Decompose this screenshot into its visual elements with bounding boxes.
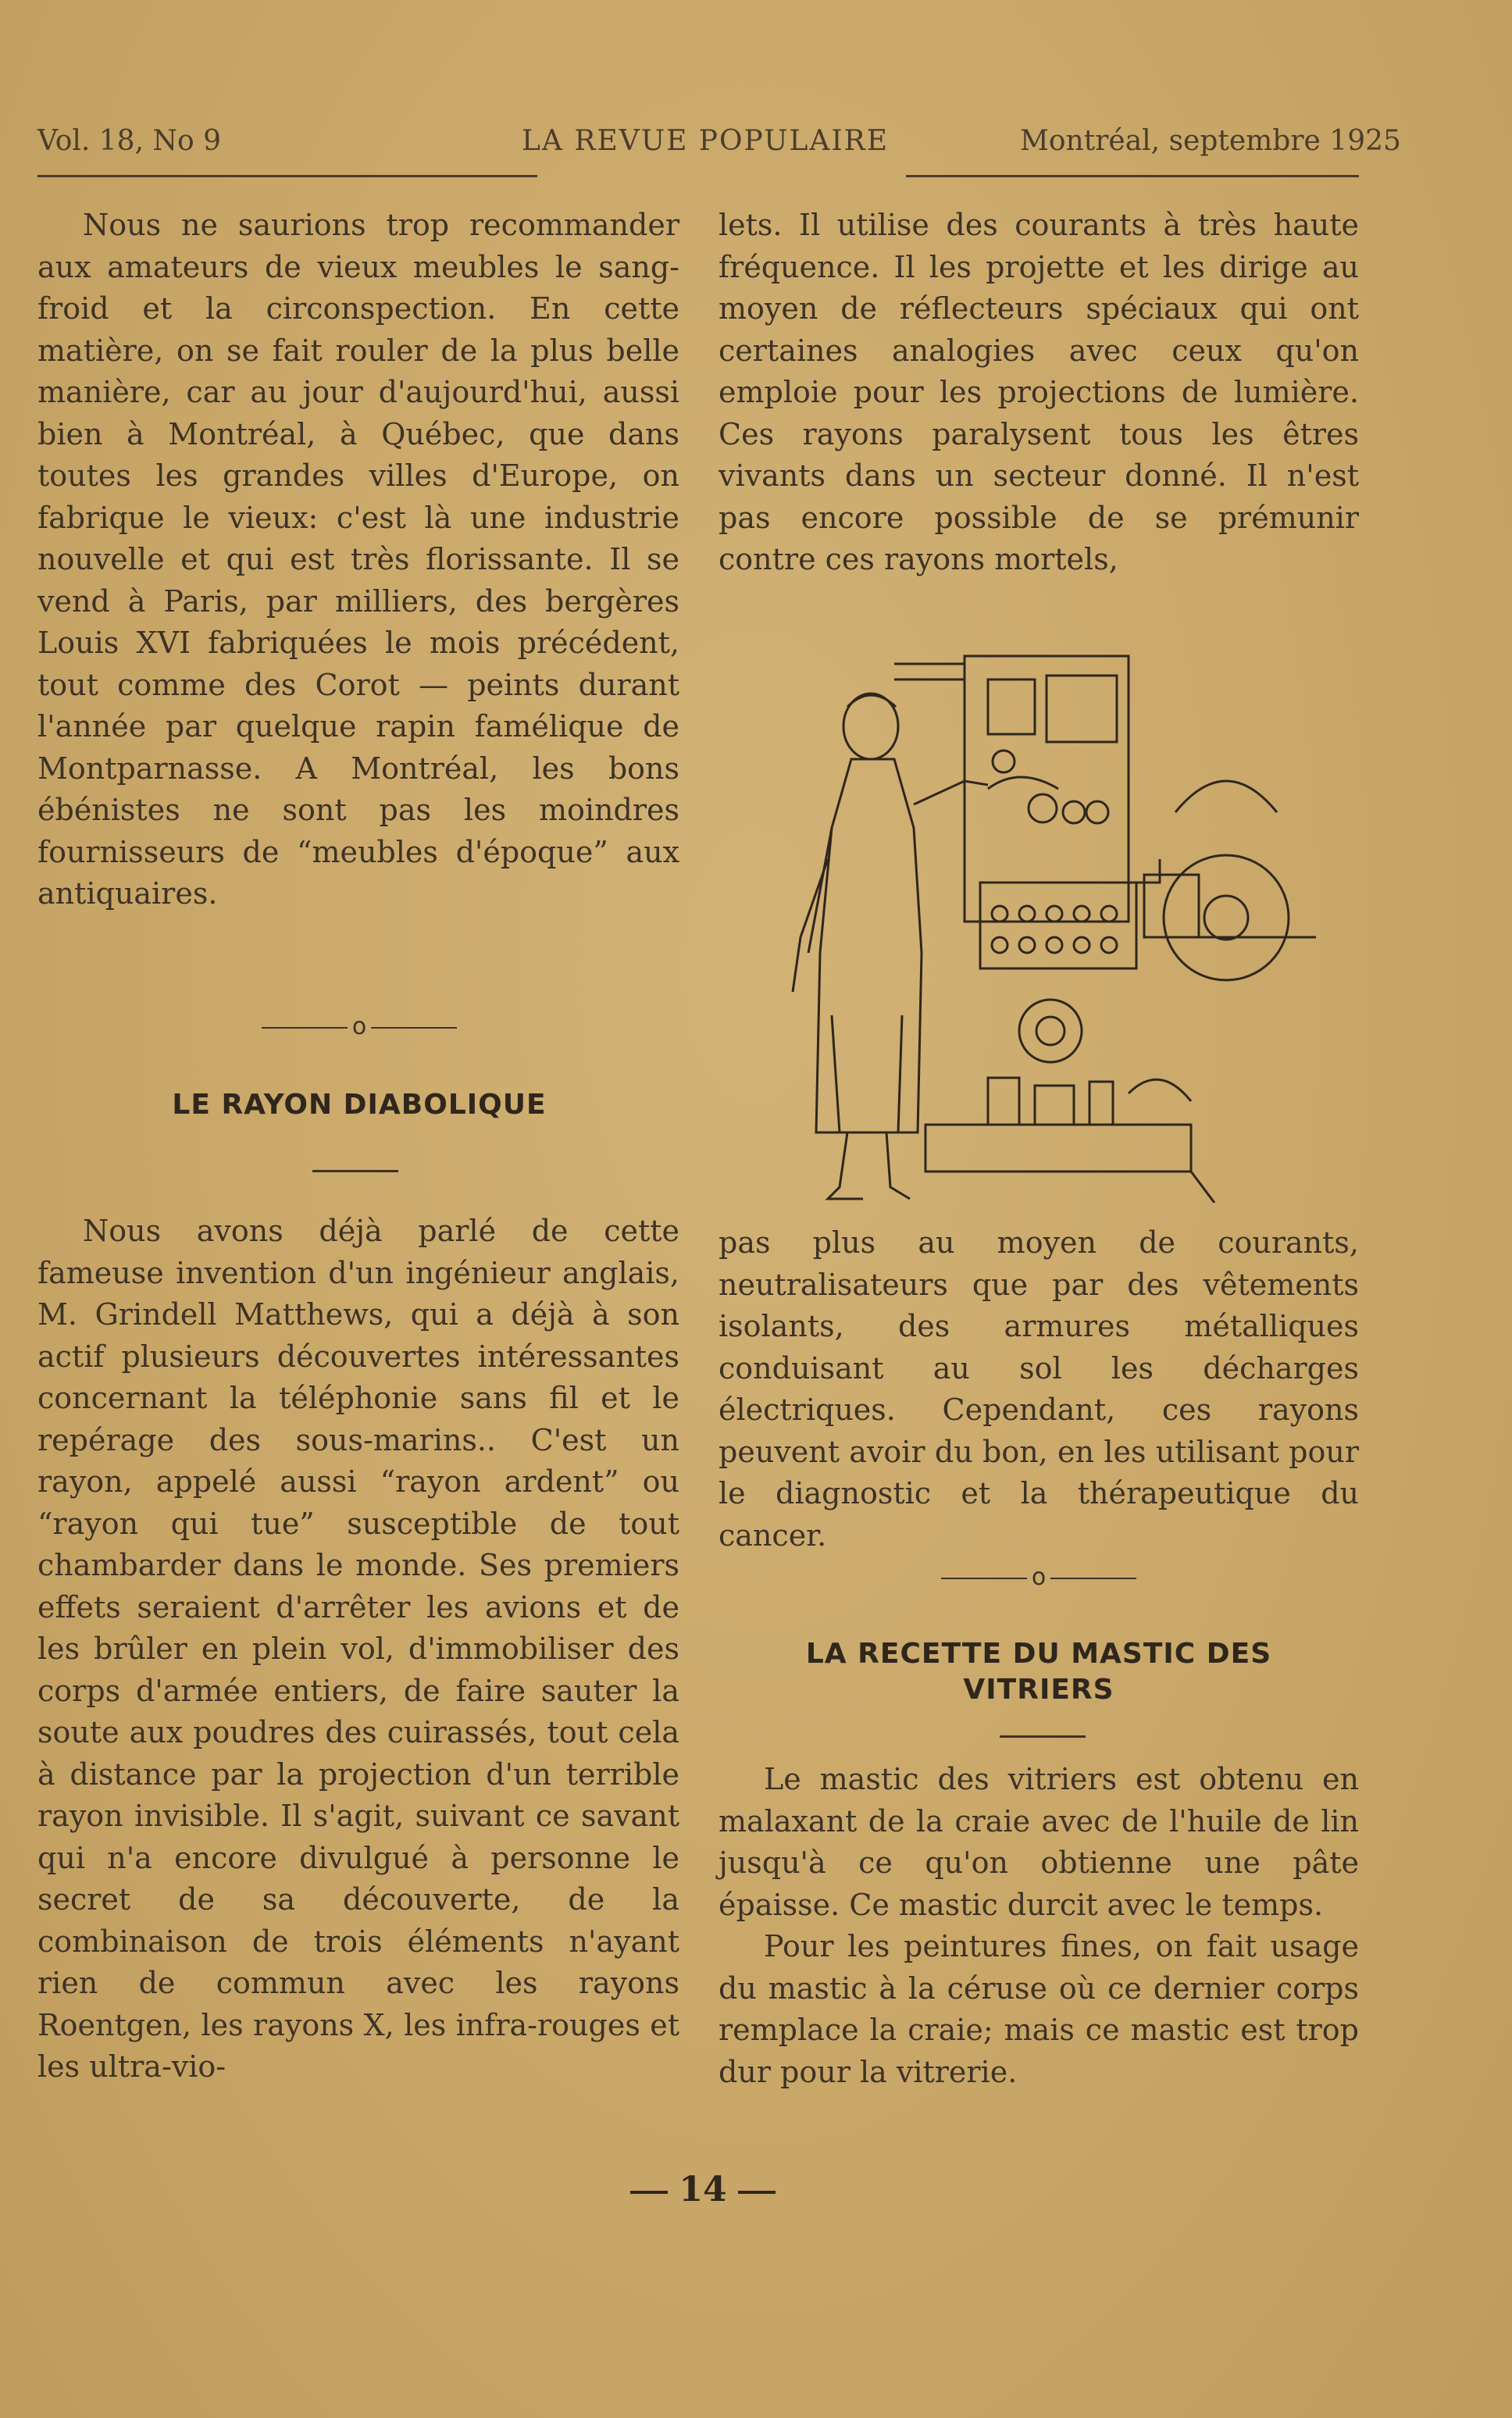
mastic-paragraph-1: Le mastic des vitriers est obtenu en malaxant de la craie avec de l'huile de lin jusqu'à ce qu'on obtienne une pâte épaisse. Ce mastic durcit avec le temps.	[719, 1762, 1359, 1922]
rayon-article-left	[37, 1211, 679, 2088]
page-number: 14	[609, 2170, 797, 2209]
rayon-paragraph-1: Nous avons déjà parlé de cette fameuse invention d'un ingénieur anglais, M. Grindell Matthews, qui a déjà à son actif plusieurs découvertes intéressantes concernant la téléphonie sans fil et le repérage des sous-marins.. C'est un rayon, appelé aussi “rayon ardent” ou “rayon qui tue” susceptible de tout chambarder dans le monde. Ses premiers effets seraient d'arrêter les avions et de les brûler en plein vol, d'immobiliser des corps d'armée entiers, de faire sauter la soute aux poudres des cuirassés, tout cela à distance par la projection d'un terrible rayon invisible. Il s'agit, suivant ce savant qui n'a encore divulgué à personne le secret de sa découverte, de la combinaison de trois éléments n'ayant rien de commun avec les rayons Roentgen, les rayons X, les infra-rouges et les ultra-vio-	[37, 1214, 679, 2084]
heading-mastic-vitriers: LA RECETTE DU MASTIC DES VITRIERS	[805, 1638, 1272, 1706]
section-divider-2: o	[914, 1562, 1164, 1593]
header-rule-right	[906, 175, 1359, 177]
running-header	[37, 125, 1401, 164]
rayon-article-right-bottom	[719, 1222, 1359, 1557]
mastic-article	[719, 1759, 1359, 2093]
inventor-machine-illustration	[754, 625, 1316, 1203]
mastic-paragraph-2: Pour les peintures fines, on fait usage du mastic à la céruse où ce dernier corps remplace la craie; mais ce mastic est trop dur pour la vitrerie.	[719, 1929, 1359, 2089]
issue-date: Montréal, septembre 1925	[1020, 125, 1401, 157]
section-divider: o	[234, 1011, 484, 1043]
header-rule-left	[37, 175, 537, 177]
rayon-paragraph-continued: lets. Il utilise des courants à très haute fréquence. Il les projette et les dirige au moyen de réflecteurs spéciaux qui ont certaines analogies avec ceux qu'on emploie pour les projections de lumière. Ces rayons paralysent tous les êtres vivants dans un secteur donné. Il n'est pas encore possible de se prémunir contre ces rayons mortels,	[719, 208, 1359, 576]
magazine-title: LA REVUE POPULAIRE	[522, 125, 889, 157]
volume-number: Vol. 18, No 9	[37, 125, 221, 157]
article-antiques	[37, 205, 679, 915]
rayon-paragraph-conclusion: pas plus au moyen de courants, neutralisateurs que par des vêtements isolants, des armures métalliques conduisant au sol les décharges électriques. Cependant, ces rayons peuvent avoir du bon, en les utilisant pour le diagnostic et la thérapeutique du cancer.	[719, 1225, 1359, 1553]
heading-rayon-diabolique: LE RAYON DIABOLIQUE	[172, 1089, 547, 1121]
antiques-paragraph: Nous ne saurions trop recommander aux amateurs de vieux meubles le sang-froid et la circonspection. En cette matière, on se fait rouler de la plus belle manière, car au jour d'aujourd'hui, aussi bien à Montréal, à Québec, que dans toutes les grandes villes d'Europe, on fabrique le vieux: c'est là une industrie nouvelle et qui est très florissante. Il se vend à Paris, par milliers, des bergères Louis XVI fabriquées le mois précédent, tout comme des Corot — peints durant l'année par quelque rapin famélique de Montparnasse. A Montréal, les bons ébénistes ne sont pas les moindres fournisseurs de “meubles d'époque” aux antiquaires.	[37, 208, 679, 911]
heading-underline	[312, 1170, 398, 1172]
heading-underline-2	[1000, 1735, 1086, 1738]
rayon-article-right-top	[719, 205, 1359, 581]
